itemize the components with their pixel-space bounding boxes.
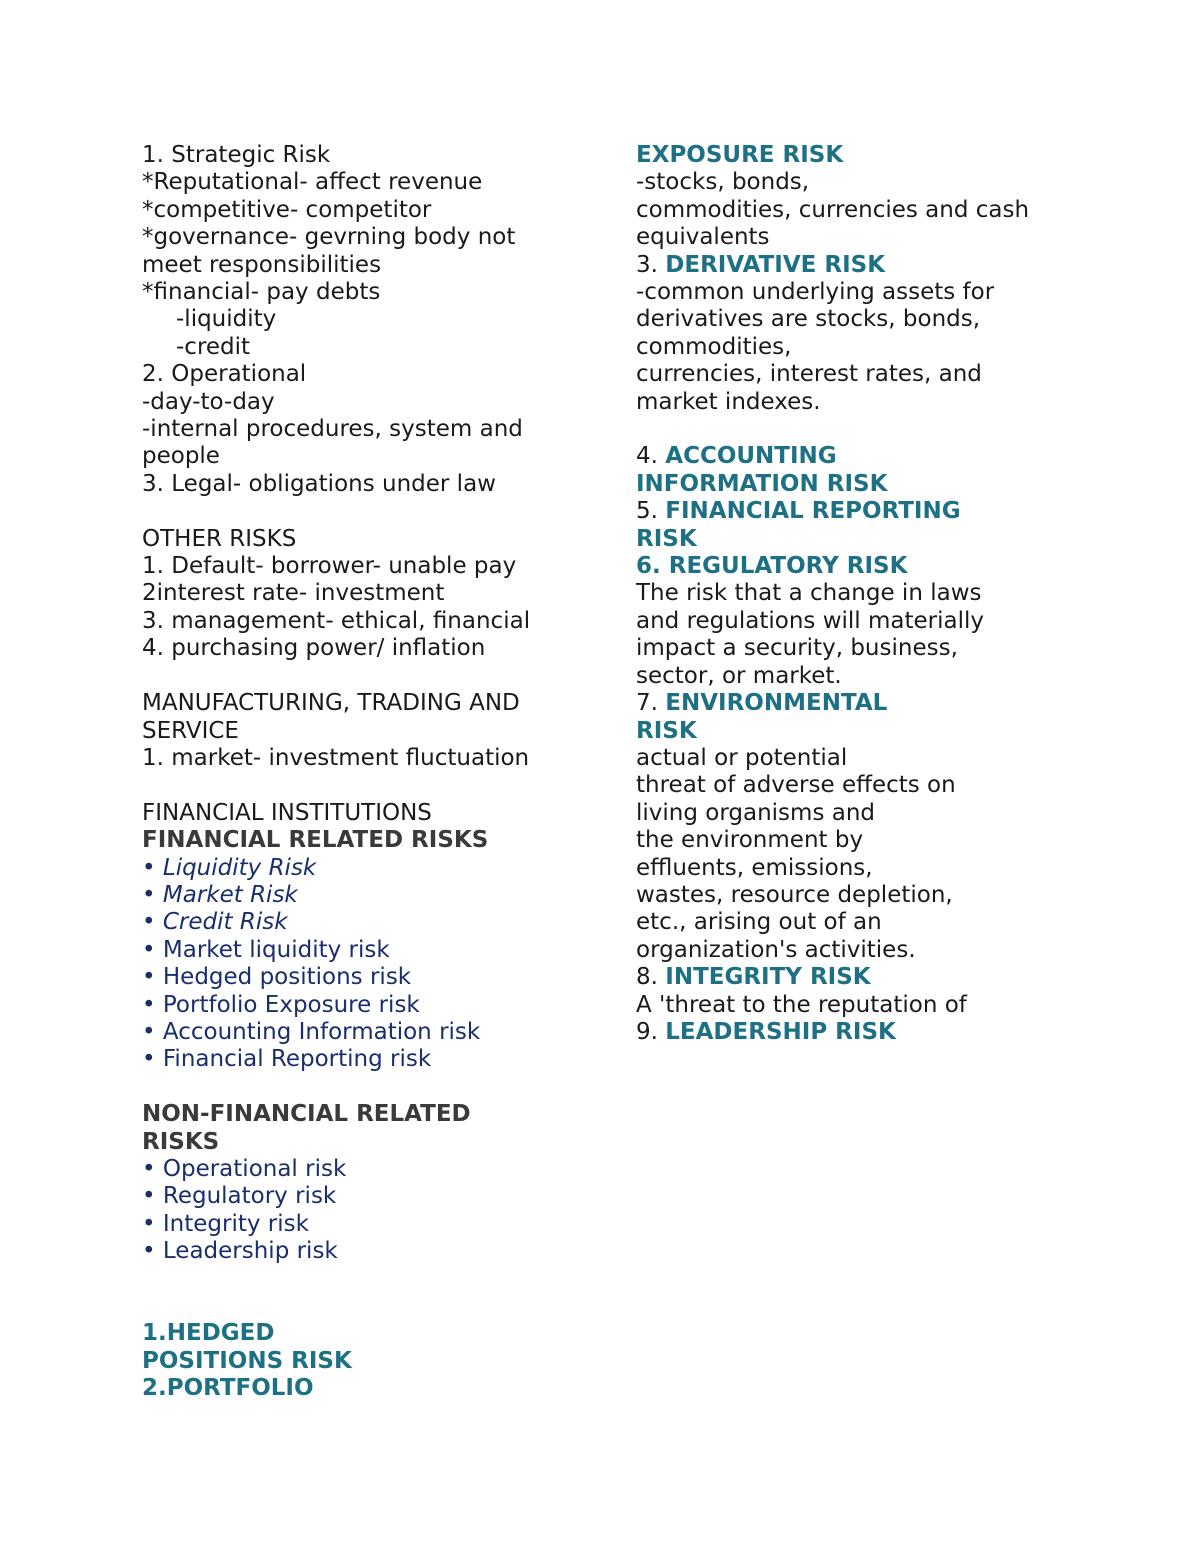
item-title: INTEGRITY RISK <box>665 964 871 991</box>
text-line: impact a security, business, <box>636 635 958 662</box>
list-item: 2interest rate- investment <box>142 580 445 607</box>
spacer <box>142 772 582 799</box>
text-line: the environment by <box>636 827 864 854</box>
text-line: threat of adverse effects on <box>636 772 956 799</box>
text-line: commodities, <box>636 333 792 360</box>
strategic-risk-title: 1. Strategic Risk <box>142 142 331 168</box>
bullet-item: • Accounting Information risk <box>142 1018 481 1045</box>
bullet-item: • Regulatory risk <box>142 1183 337 1210</box>
item-number: 4. <box>636 443 666 470</box>
spacer <box>142 1074 582 1101</box>
financial-related-risks-heading: FINANCIAL RELATED RISKS <box>142 827 489 854</box>
text-line: sector, or market. <box>636 662 842 689</box>
text-line: actual or potential <box>636 744 848 771</box>
item-number: 7. <box>636 690 666 717</box>
text-line: *governance- gevrning body not <box>142 224 516 251</box>
text-line: derivatives are stocks, bonds, <box>636 306 981 333</box>
text-line: etc., arising out of an <box>636 909 882 936</box>
financial-reporting-risk-title <box>636 498 1056 525</box>
environmental-risk-title <box>636 690 1056 717</box>
text-line: market indexes. <box>636 388 821 415</box>
exposure-risk-title: EXPOSURE RISK <box>636 142 844 168</box>
item-title-cont: RISK <box>636 525 697 552</box>
non-financial-heading: NON-FINANCIAL RELATED <box>142 1101 471 1128</box>
legal-line: 3. Legal- obligations under law <box>142 470 496 497</box>
bullet-item: • Portfolio Exposure risk <box>142 991 420 1018</box>
bullet-item: • Liquidity Risk <box>142 854 317 881</box>
bullet-item: • Market Risk <box>142 881 298 908</box>
text-line: commodities, currencies and cash <box>636 196 1030 223</box>
integrity-risk-title <box>636 964 1056 991</box>
right-column <box>636 142 1056 1046</box>
other-risks-heading: OTHER RISKS <box>142 525 297 552</box>
text-line: The risk that a change in laws <box>636 580 982 607</box>
derivative-risk-title <box>636 252 1056 279</box>
text-line: equivalents <box>636 224 770 251</box>
item-title: ENVIRONMENTAL <box>665 690 888 717</box>
text-line: living organisms and <box>636 799 876 826</box>
text-line: -common underlying assets for <box>636 279 995 306</box>
bullet-item: • Integrity risk <box>142 1210 309 1237</box>
item-number: 3. <box>636 251 666 278</box>
text-line: people <box>142 443 220 470</box>
spacer <box>142 1266 582 1321</box>
bullet-item: • Market liquidity risk <box>142 936 390 963</box>
item-title-cont: INFORMATION RISK <box>636 470 888 497</box>
item-title: LEADERSHIP RISK <box>665 1018 896 1045</box>
text-line: *competitive- competitor <box>142 196 432 223</box>
portfolio-heading: 2.PORTFOLIO <box>142 1375 314 1402</box>
text-line: -liquidity <box>176 306 277 333</box>
text-line: A 'threat to the reputation of <box>636 991 967 1018</box>
hedged-heading: 1.HEDGED <box>142 1320 275 1347</box>
text-line: *financial- pay debts <box>142 279 381 306</box>
text-line: -credit <box>176 333 251 360</box>
bullet-item: • Operational risk <box>142 1155 347 1182</box>
text-line: wastes, resource depletion, <box>636 881 953 908</box>
mts-heading: MANUFACTURING, TRADING AND <box>142 690 520 717</box>
text-line: currencies, interest rates, and <box>636 361 982 388</box>
bullet-item: • Financial Reporting risk <box>142 1046 432 1073</box>
leadership-risk-title <box>636 1019 1056 1046</box>
left-column <box>142 142 582 1403</box>
text-line: organization's activities. <box>636 936 916 963</box>
text-line: *Reputational- affect revenue <box>142 169 483 196</box>
bullet-item: • Leadership risk <box>142 1238 338 1265</box>
item-title: DERIVATIVE RISK <box>665 251 886 278</box>
text-line: meet responsibilities <box>142 251 382 278</box>
bullet-item: • Credit Risk <box>142 909 288 936</box>
text-line: -internal procedures, system and <box>142 416 523 443</box>
item-title: FINANCIAL REPORTING <box>665 498 961 525</box>
text-line: and regulations will materially <box>636 607 984 634</box>
list-item: 1. Default- borrower- unable pay <box>142 553 517 580</box>
hedged-heading: POSITIONS RISK <box>142 1347 352 1374</box>
bullet-item: • Hedged positions risk <box>142 964 412 991</box>
spacer <box>142 498 582 525</box>
list-item: 4. purchasing power/ inflation <box>142 635 486 662</box>
financial-institutions-heading: FINANCIAL INSTITUTIONS <box>142 799 432 826</box>
item-number: 5. <box>636 498 666 525</box>
list-item: 1. market- investment fluctuation <box>142 744 530 771</box>
item-number: 9. <box>636 1018 666 1045</box>
non-financial-heading: RISKS <box>142 1128 220 1155</box>
list-item: 3. management- ethical, financial <box>142 607 531 634</box>
item-title-cont: RISK <box>636 717 697 744</box>
item-number: 8. <box>636 964 666 991</box>
accounting-risk-title <box>636 443 1056 470</box>
text-line: -stocks, bonds, <box>636 169 810 196</box>
spacer <box>142 663 582 690</box>
regulatory-risk-title: 6. REGULATORY RISK <box>636 553 908 580</box>
text-line: -day-to-day <box>142 388 275 415</box>
mts-heading: SERVICE <box>142 717 239 744</box>
spacer <box>636 416 1056 443</box>
text-line: effluents, emissions, <box>636 854 873 881</box>
operational-title: 2. Operational <box>142 361 307 388</box>
item-title: ACCOUNTING <box>665 443 837 470</box>
